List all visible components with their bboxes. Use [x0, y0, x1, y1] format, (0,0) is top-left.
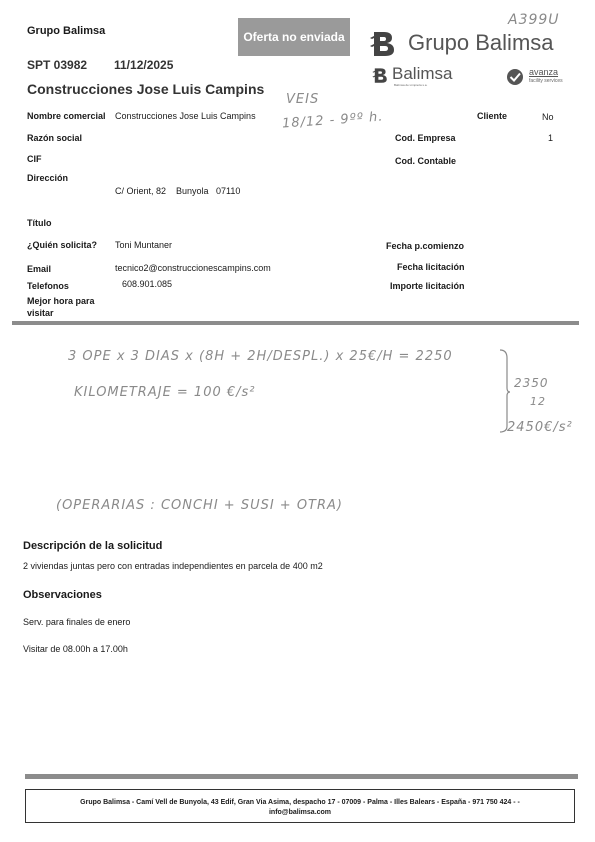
- handwritten-code: A399U: [508, 12, 560, 28]
- footer-address-line-1: Grupo Balimsa - Camí Vell de Bunyola, 43 Edif, Gran Via Asima, despacho 17 - 07009 - Palma - Illes Balears - España - 971 750 424 - -: [80, 799, 520, 806]
- telefonos-label: Telefonos: [27, 281, 69, 291]
- mejor-hora-label-1: Mejor hora para: [27, 296, 95, 306]
- nombre-comercial-value: Construcciones Jose Luis Campins: [115, 111, 256, 121]
- cod-empresa-label: Cod. Empresa: [395, 133, 456, 143]
- footer-divider: [25, 774, 578, 779]
- quien-solicita-value: Toni Muntaner: [115, 240, 173, 250]
- handwritten-visit-note-2: 18/12 - 9ºº h.: [281, 109, 384, 132]
- handwritten-sum-1: 2350: [514, 376, 549, 390]
- client-title: Construcciones Jose Luis Campins: [27, 81, 265, 97]
- handwritten-sum-2: 12: [530, 395, 546, 408]
- telefonos-value: 608.901.085: [122, 279, 173, 289]
- cif-label: CIF: [27, 154, 42, 164]
- avanza-logo-text: avanza: [529, 67, 559, 77]
- header-divider: [12, 321, 579, 325]
- importe-licitacion-label: Importe licitación: [390, 281, 465, 291]
- cliente-label: Cliente: [477, 111, 508, 121]
- footer-address: [30, 798, 570, 818]
- company-name: Grupo Balimsa: [27, 25, 106, 37]
- observaciones-heading: Observaciones: [23, 589, 102, 601]
- cliente-value: No: [542, 112, 554, 122]
- handwritten-operarias-note: (OPERARIAS : CONCHI + SUSI + OTRA): [56, 498, 343, 513]
- razon-social-label: Razón social: [27, 133, 83, 143]
- balimsa-b-icon: [370, 28, 402, 58]
- grupo-balimsa-logo-text: Grupo Balimsa: [408, 30, 554, 55]
- status-badge: Oferta no enviada: [238, 18, 350, 56]
- handwritten-visit-note-1: VEIS: [286, 92, 320, 107]
- avanza-check-icon: [506, 68, 524, 86]
- avanza-logo-sub: facility services: [529, 78, 563, 84]
- cod-contable-label: Cod. Contable: [395, 156, 456, 166]
- handwritten-calc-line-1: 3 OPE x 3 DIAS x (8H + 2H/DESPL.) x 25€/H = 2250: [68, 349, 453, 364]
- footer-email: info@balimsa.com: [268, 809, 332, 816]
- email-label: Email: [27, 264, 52, 274]
- nombre-comercial-label: Nombre comercial: [27, 111, 106, 121]
- titulo-label: Título: [27, 218, 52, 228]
- descripcion-heading: Descripción de la solicitud: [23, 540, 163, 552]
- handwritten-sum-3: 2450€/s²: [507, 420, 573, 435]
- reference-number: SPT 03982: [27, 58, 88, 72]
- balimsa-logo-tagline: Balimsa de Limpieza s.a.: [394, 83, 428, 87]
- balimsa-b-small-icon: [372, 66, 392, 84]
- reference-date: 11/12/2025: [114, 58, 174, 72]
- email-value: tecnico2@construccionescampins.com: [115, 263, 271, 273]
- observaciones-line-2: Visitar de 08.00h a 17.00h: [23, 644, 128, 654]
- fecha-licitacion-label: Fecha licitación: [397, 262, 465, 272]
- quien-solicita-label: ¿Quién solicita?: [27, 240, 98, 250]
- direccion-label: Dirección: [27, 173, 69, 183]
- mejor-hora-label-2: visitar: [27, 308, 54, 318]
- cod-empresa-value: 1: [548, 133, 554, 143]
- direccion-value: C/ Orient, 82 Bunyola 07110: [115, 186, 241, 196]
- fecha-comienzo-label: Fecha p.comienzo: [386, 241, 465, 251]
- descripcion-text: 2 viviendas juntas pero con entradas independientes en parcela de 400 m2: [23, 561, 323, 571]
- handwritten-calc-line-2: KILOMETRAJE = 100 €/s²: [74, 385, 256, 400]
- observaciones-line-1: Serv. para finales de enero: [23, 617, 131, 627]
- balimsa-logo-text: Balimsa: [392, 64, 453, 83]
